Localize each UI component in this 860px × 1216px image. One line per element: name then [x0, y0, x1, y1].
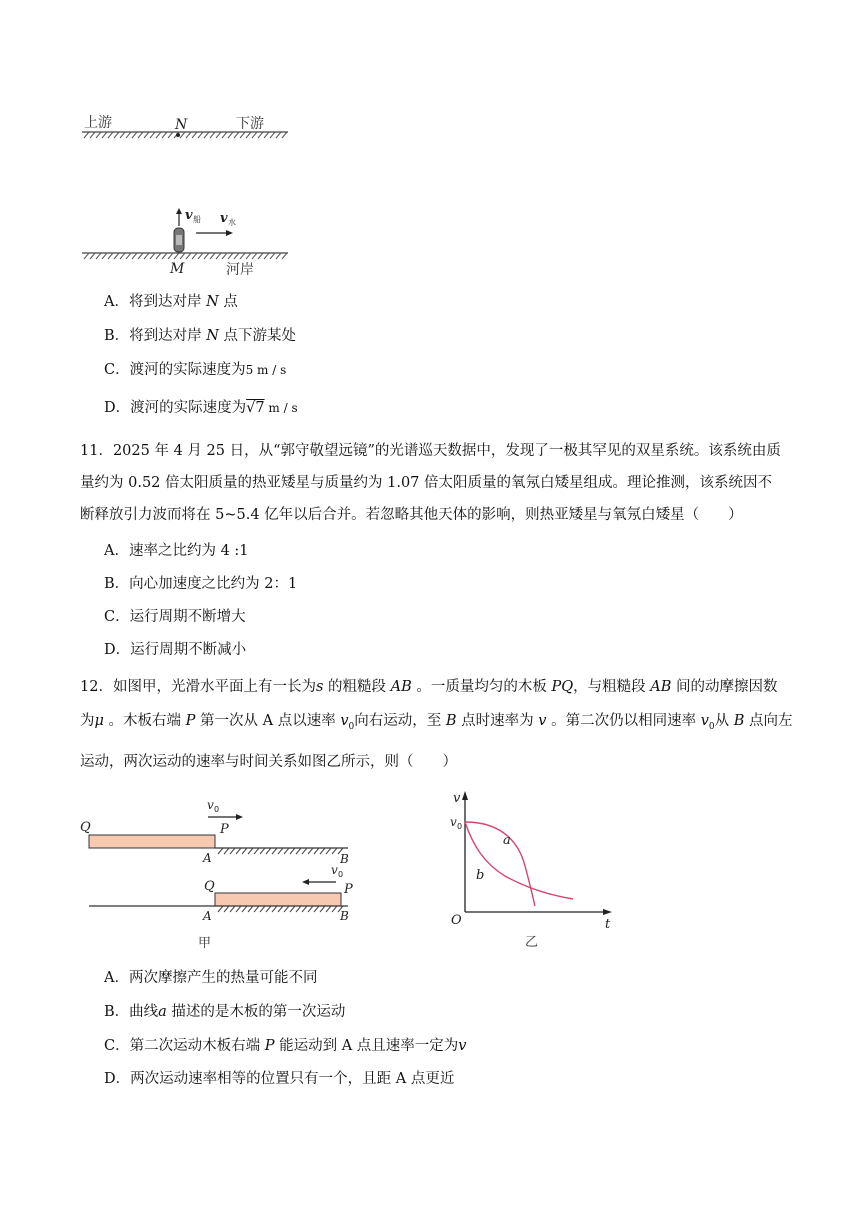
jia-caption: 甲 [198, 936, 212, 951]
q11-option-b: B．向心加速度之比约为 2：1 [104, 576, 298, 592]
yi-t-label: t [605, 917, 611, 932]
q12-option-a: A．两次摩擦产生的热量可能不同 [104, 970, 318, 986]
point-n-label: N [175, 117, 188, 133]
svg-text:0: 0 [338, 870, 344, 879]
near-bank-hatch [84, 253, 287, 259]
jia-board-top [89, 835, 215, 848]
jia-a-top: A [203, 851, 212, 865]
v-water-sub: 水 [228, 218, 236, 227]
q10-option-a: A．将到达对岸 N 点 [104, 294, 238, 310]
upstream-label: 上游 [84, 115, 112, 131]
v-boat-label: v [185, 208, 193, 223]
jia-q-top: Q [80, 820, 91, 835]
q11-line-2: 量约为 0.52 倍太阳质量的热亚矮星与质量约为 1.07 倍太阳质量的氧氖白矮星组成。理论推测，该系统因不 [80, 475, 773, 491]
svg-text:0: 0 [214, 805, 220, 814]
q11-option-a: A．速率之比约为 4 :1 [104, 543, 249, 559]
q12-option-d: D．两次运动速率相等的位置只有一个，且距 A 点更近 [104, 1071, 455, 1087]
yi-v0-label: v [450, 815, 457, 829]
q10-option-d: D．渡河的实际速度为√7 m / s [104, 400, 298, 416]
q12-line-2: 为μ 。木板右端 P 第一次从 A 点以速率 $v_0$向右运动，至 B 点时速率为 v 。第二次仍以相同速率 $v_0$从 B 点向左 [80, 713, 793, 732]
jia-b-bottom: B [340, 909, 349, 923]
q12-option-c: C．第二次运动木板右端 P 能运动到 A 点且速率一定为v [104, 1038, 467, 1054]
svg-text:v: v [207, 798, 214, 812]
jia-q-bottom: Q [204, 879, 215, 894]
figure-yi [445, 786, 620, 952]
svg-text:v: v [331, 863, 338, 877]
yi-v-label: v [453, 791, 461, 806]
q11-line-1: 11．2025 年 4 月 25 日，从“郭守敬望远镜”的光谱巡天数据中，发现了一极其罕见的双星系统。该系统由质 [80, 443, 781, 459]
jia-b-top: B [340, 852, 349, 866]
q10-option-b: B．将到达对岸 N 点下游某处 [104, 328, 297, 344]
v-water-label: v [220, 211, 228, 226]
jia-p-bottom: P [344, 882, 353, 897]
v-boat-sub: 船 [193, 215, 201, 224]
q11-option-c: C．运行周期不断增大 [104, 609, 246, 625]
jia-p-top: P [220, 822, 229, 837]
q12-line-1: 12．如图甲，光滑水平面上有一长为s 的粗糙段 AB 。一质量均匀的木板 PQ，与粗糙段 AB 间的动摩擦因数 [80, 679, 778, 695]
point-n-dot [176, 133, 180, 137]
yi-caption: 乙 [525, 935, 539, 950]
yi-origin: O [451, 913, 462, 928]
jia-board-bottom [215, 893, 341, 906]
river-figure [78, 108, 293, 280]
point-m-label: M [170, 261, 185, 277]
yi-curve-a-label: a [503, 833, 511, 848]
yi-curve-b [465, 822, 573, 899]
q11-option-d: D．运行周期不断减小 [104, 642, 247, 658]
q12-line-3: 运动，两次运动的速率与时间关系如图乙所示，则（ ） [80, 754, 457, 770]
figure-jia [78, 792, 368, 952]
q11-line-3: 断释放引力波而将在 5~5.4 亿年以后合并。若忽略其他天体的影响，则热亚矮星与氧氖白矮星（ ） [80, 507, 743, 523]
jia-a-bottom: A [203, 909, 212, 923]
yi-curve-b-label: b [476, 868, 485, 883]
q12-option-b: B．曲线a 描述的是木板的第一次运动 [104, 1004, 346, 1020]
bank-label: 河岸 [226, 262, 254, 278]
svg-text:0: 0 [457, 822, 463, 831]
yi-curve-a [465, 822, 535, 906]
downstream-label: 下游 [236, 116, 264, 132]
q10-option-c: C．渡河的实际速度为5 m / s [104, 362, 287, 378]
